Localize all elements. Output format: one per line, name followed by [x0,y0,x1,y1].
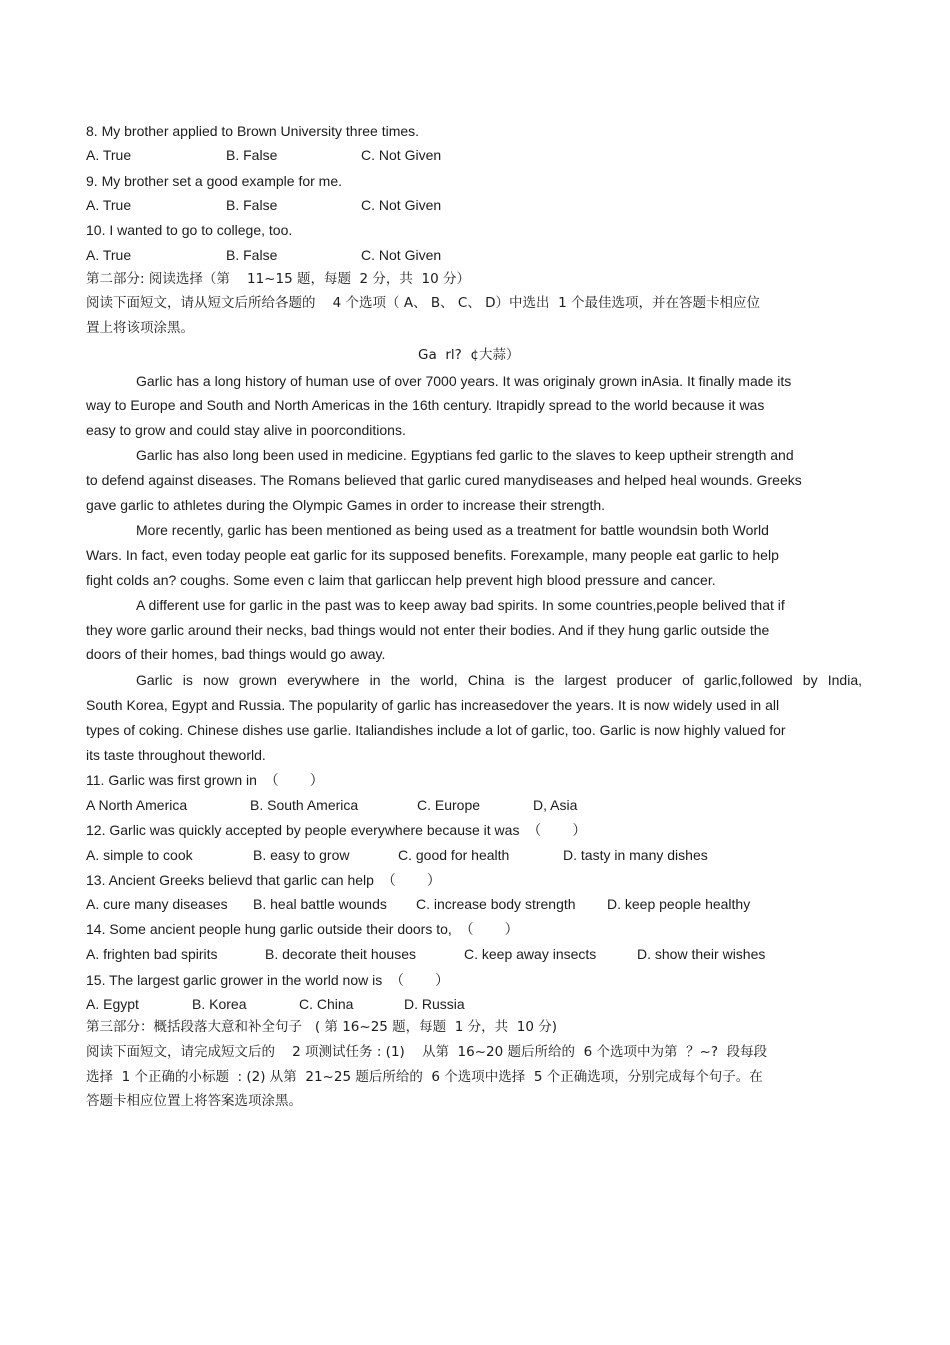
question-8-stem: 8. My brother applied to Brown University three times. [86,123,420,139]
question-15-option-c: C. China [299,996,354,1012]
question-13-stem: 13. Ancient Greeks believd that garlic can help （ ） [86,872,441,888]
question-14-option-a: A. frighten bad spirits [86,946,218,962]
paragraph-4-line: A different use for garlic in the past was to keep away bad spirits. In some countries,people belived that if [136,597,785,613]
paragraph-1-line: way to Europe and South and North Americas in the 16th century. Itrapidly spread to the world because it was [86,397,765,413]
question-14-stem: 14. Some ancient people hung garlic outside their doors to, （ ） [86,921,519,937]
question-9-option-c: C. Not Given [361,197,442,213]
question-11-option-b: B. South America [250,797,359,813]
paragraph-2-line: gave garlic to athletes during the Olympic Games in order to increase their strength. [86,497,606,513]
question-10-option-b: B. False [226,247,278,263]
question-12-stem: 12. Garlic was quickly accepted by people everywhere because it was （ ） [86,822,587,838]
paragraph-5-line: Garlic is now grown everywhere in the world, China is the largest producer of garlic,followed by India, [136,672,862,688]
question-9-option-b: B. False [226,197,278,213]
paragraph-2-line: to defend against diseases. The Romans believed that garlic cured manydiseases and helped heal wounds. Greeks [86,472,802,488]
paragraph-4-line: doors of their homes, bad things would go away. [86,646,386,662]
question-15-option-d: D. Russia [404,996,465,1012]
paragraph-5-line: its taste throughout theworld. [86,747,266,763]
question-10-option-a: A. True [86,247,132,263]
part2-instructions-line-2: 置上将该项涂黑。 [86,320,194,336]
question-14-option-c: C. keep away insects [464,946,597,962]
question-13-option-a: A. cure many diseases [86,896,228,912]
part3-instructions-line-2: 选择 1 个正确的小标题 : (2) 从第 21~25 题后所给的 6 个选项中选择 5 个正确选项，分别完成每个句子。在 [86,1069,763,1085]
paragraph-4-line: they wore garlic around their necks, bad things would not enter their bodies. And if they hung garlic outside the [86,622,770,638]
question-12-option-b: B. easy to grow [253,847,350,863]
paragraph-1-line: easy to grow and could stay alive in poorconditions. [86,422,406,438]
question-11-stem: 11. Garlic was first grown in （ ） [86,772,324,788]
paragraph-3-line: More recently, garlic has been mentioned as being used as a treatment for battle woundsin both World [136,522,769,538]
question-14-option-d: D. show their wishes [637,946,766,962]
question-15-stem: 15. The largest garlic grower in the world now is （ ） [86,972,450,988]
part2-heading: 第二部分: 阅读选择（第 11~15 题，每题 2 分，共 10 分） [86,271,470,287]
question-8-option-a: A. True [86,147,132,163]
question-9-option-a: A. True [86,197,132,213]
question-10-option-c: C. Not Given [361,247,442,263]
paragraph-1-line: Garlic has a long history of human use of over 7000 years. It was originaly grown inAsia. It finally made its [136,373,792,389]
paragraph-3-line: fight colds an? coughs. Some even c laim that garliccan help prevent high blood pressure and cancer. [86,572,716,588]
question-11-option-c: C. Europe [417,797,481,813]
paragraph-5-line: types of coking. Chinese dishes use garlie. Italiandishes include a lot of garlic, too. Garlic is now highly valued for [86,722,786,738]
question-11-option-d: D, Asia [533,797,578,813]
question-12-option-c: C. good for health [398,847,510,863]
part3-heading: 第三部分：概括段落大意和补全句子 ( 第 16~25 题，每题 1 分，共 10 分) [86,1019,557,1035]
question-13-option-c: C. increase body strength [416,896,576,912]
question-15-option-b: B. Korea [192,996,247,1012]
question-8-option-b: B. False [226,147,278,163]
passage-title: Ga rl? ¢大蒜） [418,347,520,363]
question-9-stem: 9. My brother set a good example for me. [86,173,343,189]
question-14-option-b: B. decorate theit houses [265,946,416,962]
question-12-option-a: A. simple to cook [86,847,193,863]
question-11-option-a: A North America [86,797,188,813]
part2-instructions-line-1: 阅读下面短文，请从短文后所给各题的 4 个选项（ A、 B、 C、 D）中选出 1 个最佳选项，并在答题卡相应位 [86,295,760,311]
question-12-option-d: D. tasty in many dishes [563,847,708,863]
question-8-option-c: C. Not Given [361,147,442,163]
question-13-option-d: D. keep people healthy [607,896,751,912]
question-13-option-b: B. heal battle wounds [253,896,387,912]
question-15-option-a: A. Egypt [86,996,139,1012]
paragraph-3-line: Wars. In fact, even today people eat garlic for its supposed benefits. Forexample, many people eat garlic to help [86,547,779,563]
paragraph-2-line: Garlic has also long been used in medicine. Egyptians fed garlic to the slaves to keep uptheir strength and [136,447,794,463]
part3-instructions-line-1: 阅读下面短文，请完成短文后的 2 项测试任务 : (1) 从第 16~20 题后所给的 6 个选项中为第 ？~? 段每段 [86,1044,768,1060]
question-10-stem: 10. I wanted to go to college, too. [86,222,293,238]
paragraph-5-line: South Korea, Egypt and Russia. The popularity of garlic has increasedover the years. It is now widely used in all [86,697,780,713]
part3-instructions-line-3: 答题卡相应位置上将答案选项涂黑。 [86,1093,302,1109]
